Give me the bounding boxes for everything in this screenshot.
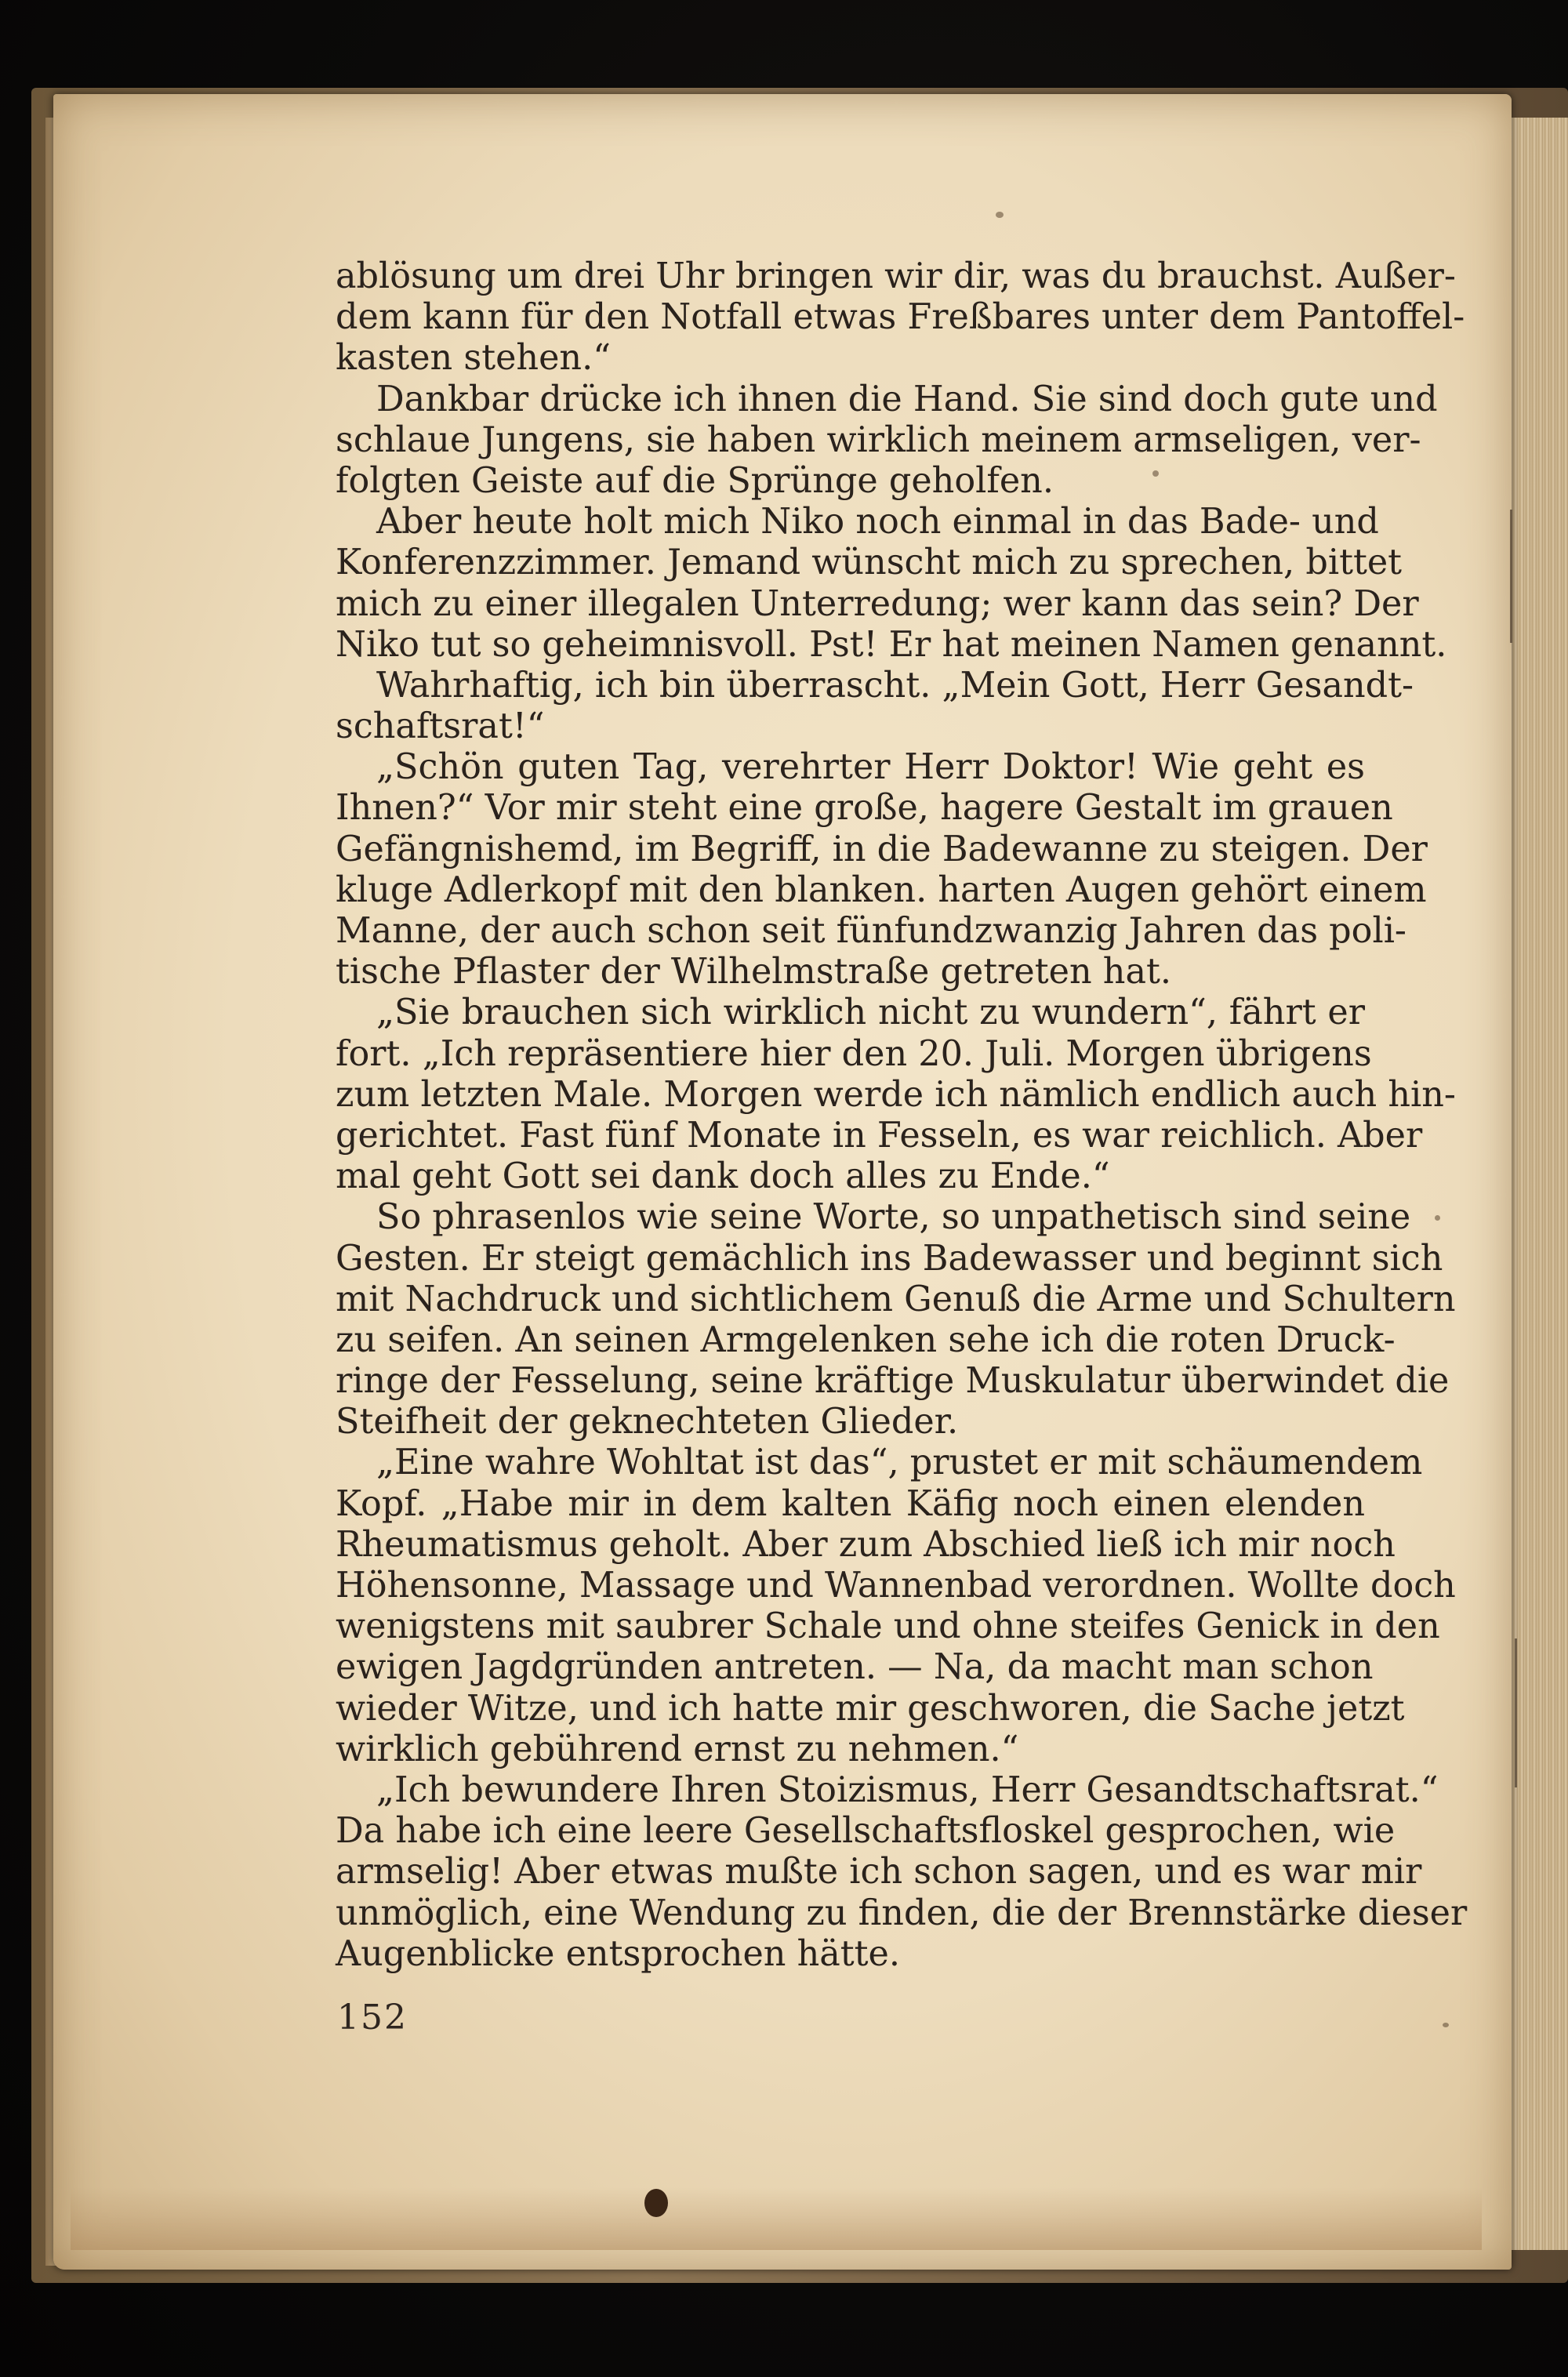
text-line: folgten Geiste auf die Sprünge geholfen.	[336, 460, 1054, 501]
text-line: wieder Witze, und ich hatte mir geschworen, die Sache jetzt	[336, 1688, 1405, 1729]
page-number: 152	[337, 1998, 408, 2038]
text-line: Manne, der auch schon seit fünfundzwanzig Jahren das poli-	[336, 911, 1406, 951]
text-line: Kopf. „Habe mir in dem kalten Käfig noch einen elenden	[336, 1483, 1365, 1524]
text-line: ewigen Jagdgründen antreten. — Na, da macht man schon	[336, 1647, 1374, 1688]
margin-mark	[1515, 1638, 1517, 1787]
text-line: „Sie brauchen sich wirklich nicht zu wundern“, fährt er	[376, 993, 1365, 1033]
text-line: Gefängnishemd, im Begriff, in die Badewanne zu steigen. Der	[336, 829, 1428, 869]
text-line: mal geht Gott sei dank doch alles zu Ende.“	[336, 1156, 1110, 1197]
text-line: Niko tut so geheimnisvoll. Pst! Er hat meinen Namen genannt.	[336, 624, 1447, 665]
text-line: schaftsrat!“	[336, 706, 545, 747]
body-text	[336, 256, 1468, 1975]
ink-blot	[644, 2189, 668, 2217]
text-line: ringe der Fesselung, seine kräftige Muskulatur überwindet die	[336, 1361, 1450, 1402]
text-line: Rheumatismus geholt. Aber zum Abschied ließ ich mir noch	[336, 1524, 1396, 1565]
text-line: mich zu einer illegalen Unterredung; wer kann das sein? Der	[336, 583, 1419, 624]
text-line: „Ich bewundere Ihren Stoizismus, Herr Gesandtschaftsrat.“	[376, 1769, 1439, 1810]
text-line: Aber heute holt mich Niko noch einmal in das Bade- und	[376, 502, 1379, 543]
text-line: mit Nachdruck und sichtlichem Genuß die Arme und Schultern	[336, 1279, 1456, 1319]
text-line: Dankbar drücke ich ihnen die Hand. Sie sind doch gute und	[376, 379, 1438, 419]
text-line: armselig! Aber etwas mußte ich schon sagen, und es war mir	[336, 1852, 1422, 1893]
paper-speck	[1435, 1215, 1440, 1221]
text-line: Wahrhaftig, ich bin überrascht. „Mein Gott, Herr Gesandt-	[376, 665, 1414, 706]
text-line: gerichtet. Fast fünf Monate in Fesseln, es war reichlich. Aber	[336, 1115, 1423, 1156]
text-line: wirklich gebührend ernst zu nehmen.“	[336, 1729, 1019, 1769]
margin-mark	[1510, 510, 1512, 643]
text-line: „Eine wahre Wohltat ist das“, prustet er mit schäumendem	[376, 1443, 1423, 1483]
text-line: „Schön guten Tag, verehrter Herr Doktor! Wie geht es	[376, 747, 1365, 788]
text-line: Höhensonne, Massage und Wannenbad verordnen. Wollte doch	[336, 1566, 1456, 1606]
paper-speck	[996, 212, 1004, 218]
text-line: zu seifen. An seinen Armgelenken sehe ich die roten Druck-	[336, 1319, 1396, 1360]
text-line: Gesten. Er steigt gemächlich ins Badewasser und beginnt sich	[336, 1238, 1443, 1279]
text-line: unmöglich, eine Wendung zu finden, die der Brennstärke dieser	[336, 1893, 1468, 1933]
text-line: schlaue Jungens, sie haben wirklich meinem armseligen, ver-	[336, 419, 1421, 460]
text-line: Augenblicke entsprochen hätte.	[336, 1933, 901, 1974]
text-line: wenigstens mit saubrer Schale und ohne steifes Genick in den	[336, 1606, 1440, 1647]
text-line: Steifheit der geknechteten Glieder.	[336, 1402, 959, 1443]
paper-speck	[1152, 470, 1159, 477]
text-line: So phrasenlos wie seine Worte, so unpathetisch sind seine	[376, 1197, 1411, 1238]
text-line: ablösung um drei Uhr bringen wir dir, was du brauchst. Außer-	[336, 256, 1456, 296]
text-line: dem kann für den Notfall etwas Freßbares unter dem Pantoffel-	[336, 297, 1465, 338]
text-line: fort. „Ich repräsentiere hier den 20. Juli. Morgen übrigens	[336, 1033, 1372, 1074]
paper-speck	[1443, 2023, 1449, 2027]
text-line: tische Pflaster der Wilhelmstraße getreten hat.	[336, 952, 1172, 993]
text-line: kluge Adlerkopf mit den blanken. harten Augen gehört einem	[336, 869, 1427, 910]
text-line: zum letzten Male. Morgen werde ich nämlich endlich auch hin-	[336, 1074, 1456, 1115]
text-line: Konferenzzimmer. Jemand wünscht mich zu sprechen, bittet	[336, 543, 1403, 583]
text-line: Ihnen?“ Vor mir steht eine große, hagere Gestalt im grauen	[336, 788, 1393, 829]
text-line: kasten stehen.“	[336, 338, 611, 379]
page-stain	[71, 2187, 1482, 2250]
text-line: Da habe ich eine leere Gesellschaftsfloskel gesprochen, wie	[336, 1811, 1396, 1852]
